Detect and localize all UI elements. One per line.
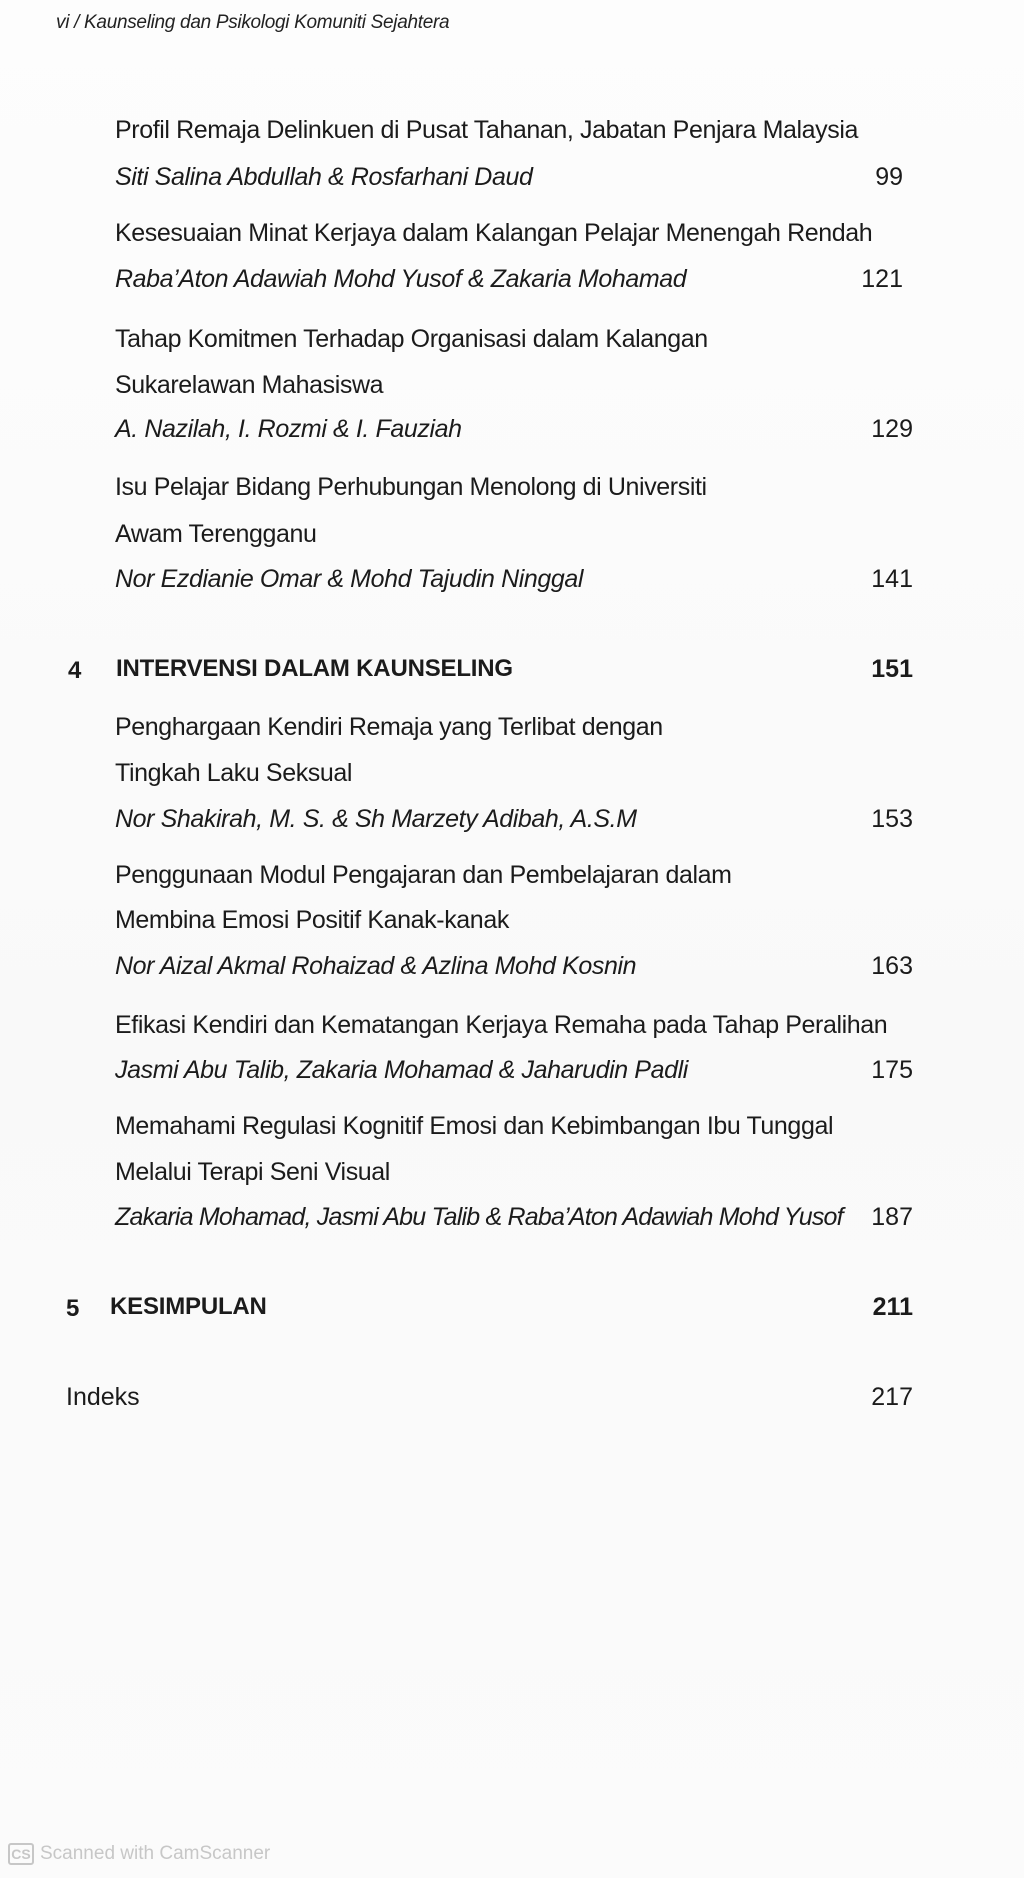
chapter-number: 5	[66, 1295, 80, 1322]
entry-title-line: Efikasi Kendiri dan Kematangan Kerjaya Remaha pada Tahap Peralihan	[115, 1011, 888, 1039]
entry-page-number: 187	[871, 1203, 913, 1231]
camscanner-logo-icon: CS	[8, 1843, 34, 1865]
entry-title-line: Penghargaan Kendiri Remaja yang Terlibat dengan	[115, 713, 663, 741]
entry-title-line: Kesesuaian Minat Kerjaya dalam Kalangan Pelajar Menengah Rendah	[115, 219, 873, 247]
entry-authors: Nor Ezdianie Omar & Mohd Tajudin Ninggal	[115, 565, 584, 593]
chapter-page-number: 151	[871, 655, 913, 683]
entry-authors: Siti Salina Abdullah & Rosfarhani Daud	[115, 163, 533, 191]
entry-authors: Raba’Aton Adawiah Mohd Yusof & Zakaria Mohamad	[115, 265, 687, 293]
entry-authors: Nor Shakirah, M. S. & Sh Marzety Adibah, A.S.M	[115, 805, 637, 833]
chapter-title: INTERVENSI DALAM KAUNSELING	[116, 655, 513, 682]
entry-authors: A. Nazilah, I. Rozmi & I. Fauziah	[115, 415, 462, 443]
entry-title-line: Membina Emosi Positif Kanak-kanak	[115, 906, 509, 934]
entry-authors: Nor Aizal Akmal Rohaizad & Azlina Mohd Kosnin	[115, 952, 637, 980]
entry-title-line: Tahap Komitmen Terhadap Organisasi dalam Kalangan	[115, 325, 708, 353]
entry-authors: Zakaria Mohamad, Jasmi Abu Talib & Raba’Aton Adawiah Mohd Yusof	[115, 1203, 843, 1231]
chapter-title: KESIMPULAN	[110, 1293, 267, 1320]
entry-page-number: 153	[871, 805, 913, 833]
entry-title-line: Awam Terengganu	[115, 520, 317, 548]
entry-page-number: 121	[861, 265, 903, 293]
entry-title-line: Melalui Terapi Seni Visual	[115, 1158, 390, 1186]
entry-authors: Jasmi Abu Talib, Zakaria Mohamad & Jaharudin Padli	[115, 1056, 688, 1084]
chapter-page-number: 211	[872, 1293, 913, 1321]
entry-title-line: Tingkah Laku Seksual	[115, 759, 353, 787]
scanner-watermark	[8, 1843, 270, 1865]
entry-page-number: 141	[871, 565, 913, 593]
entry-title-line: Isu Pelajar Bidang Perhubungan Menolong di Universiti	[115, 473, 707, 501]
entry-page-number: 163	[871, 952, 913, 980]
entry-title-line: Penggunaan Modul Pengajaran dan Pembelajaran dalam	[115, 861, 732, 889]
entry-page-number: 175	[871, 1056, 913, 1084]
entry-title-line: Memahami Regulasi Kognitif Emosi dan Kebimbangan Ibu Tunggal	[115, 1112, 834, 1140]
running-header: vi / Kaunseling dan Psikologi Komuniti Sejahtera	[56, 12, 450, 33]
chapter-number: 4	[68, 657, 82, 684]
watermark-label: Scanned with CamScanner	[40, 1843, 271, 1864]
entry-title-line: Sukarelawan Mahasiswa	[115, 371, 384, 399]
index-label: Indeks	[66, 1383, 140, 1411]
index-page-number: 217	[871, 1383, 913, 1411]
entry-title-line: Profil Remaja Delinkuen di Pusat Tahanan, Jabatan Penjara Malaysia	[115, 116, 859, 144]
entry-page-number: 129	[871, 415, 913, 443]
entry-page-number: 99	[875, 163, 903, 191]
